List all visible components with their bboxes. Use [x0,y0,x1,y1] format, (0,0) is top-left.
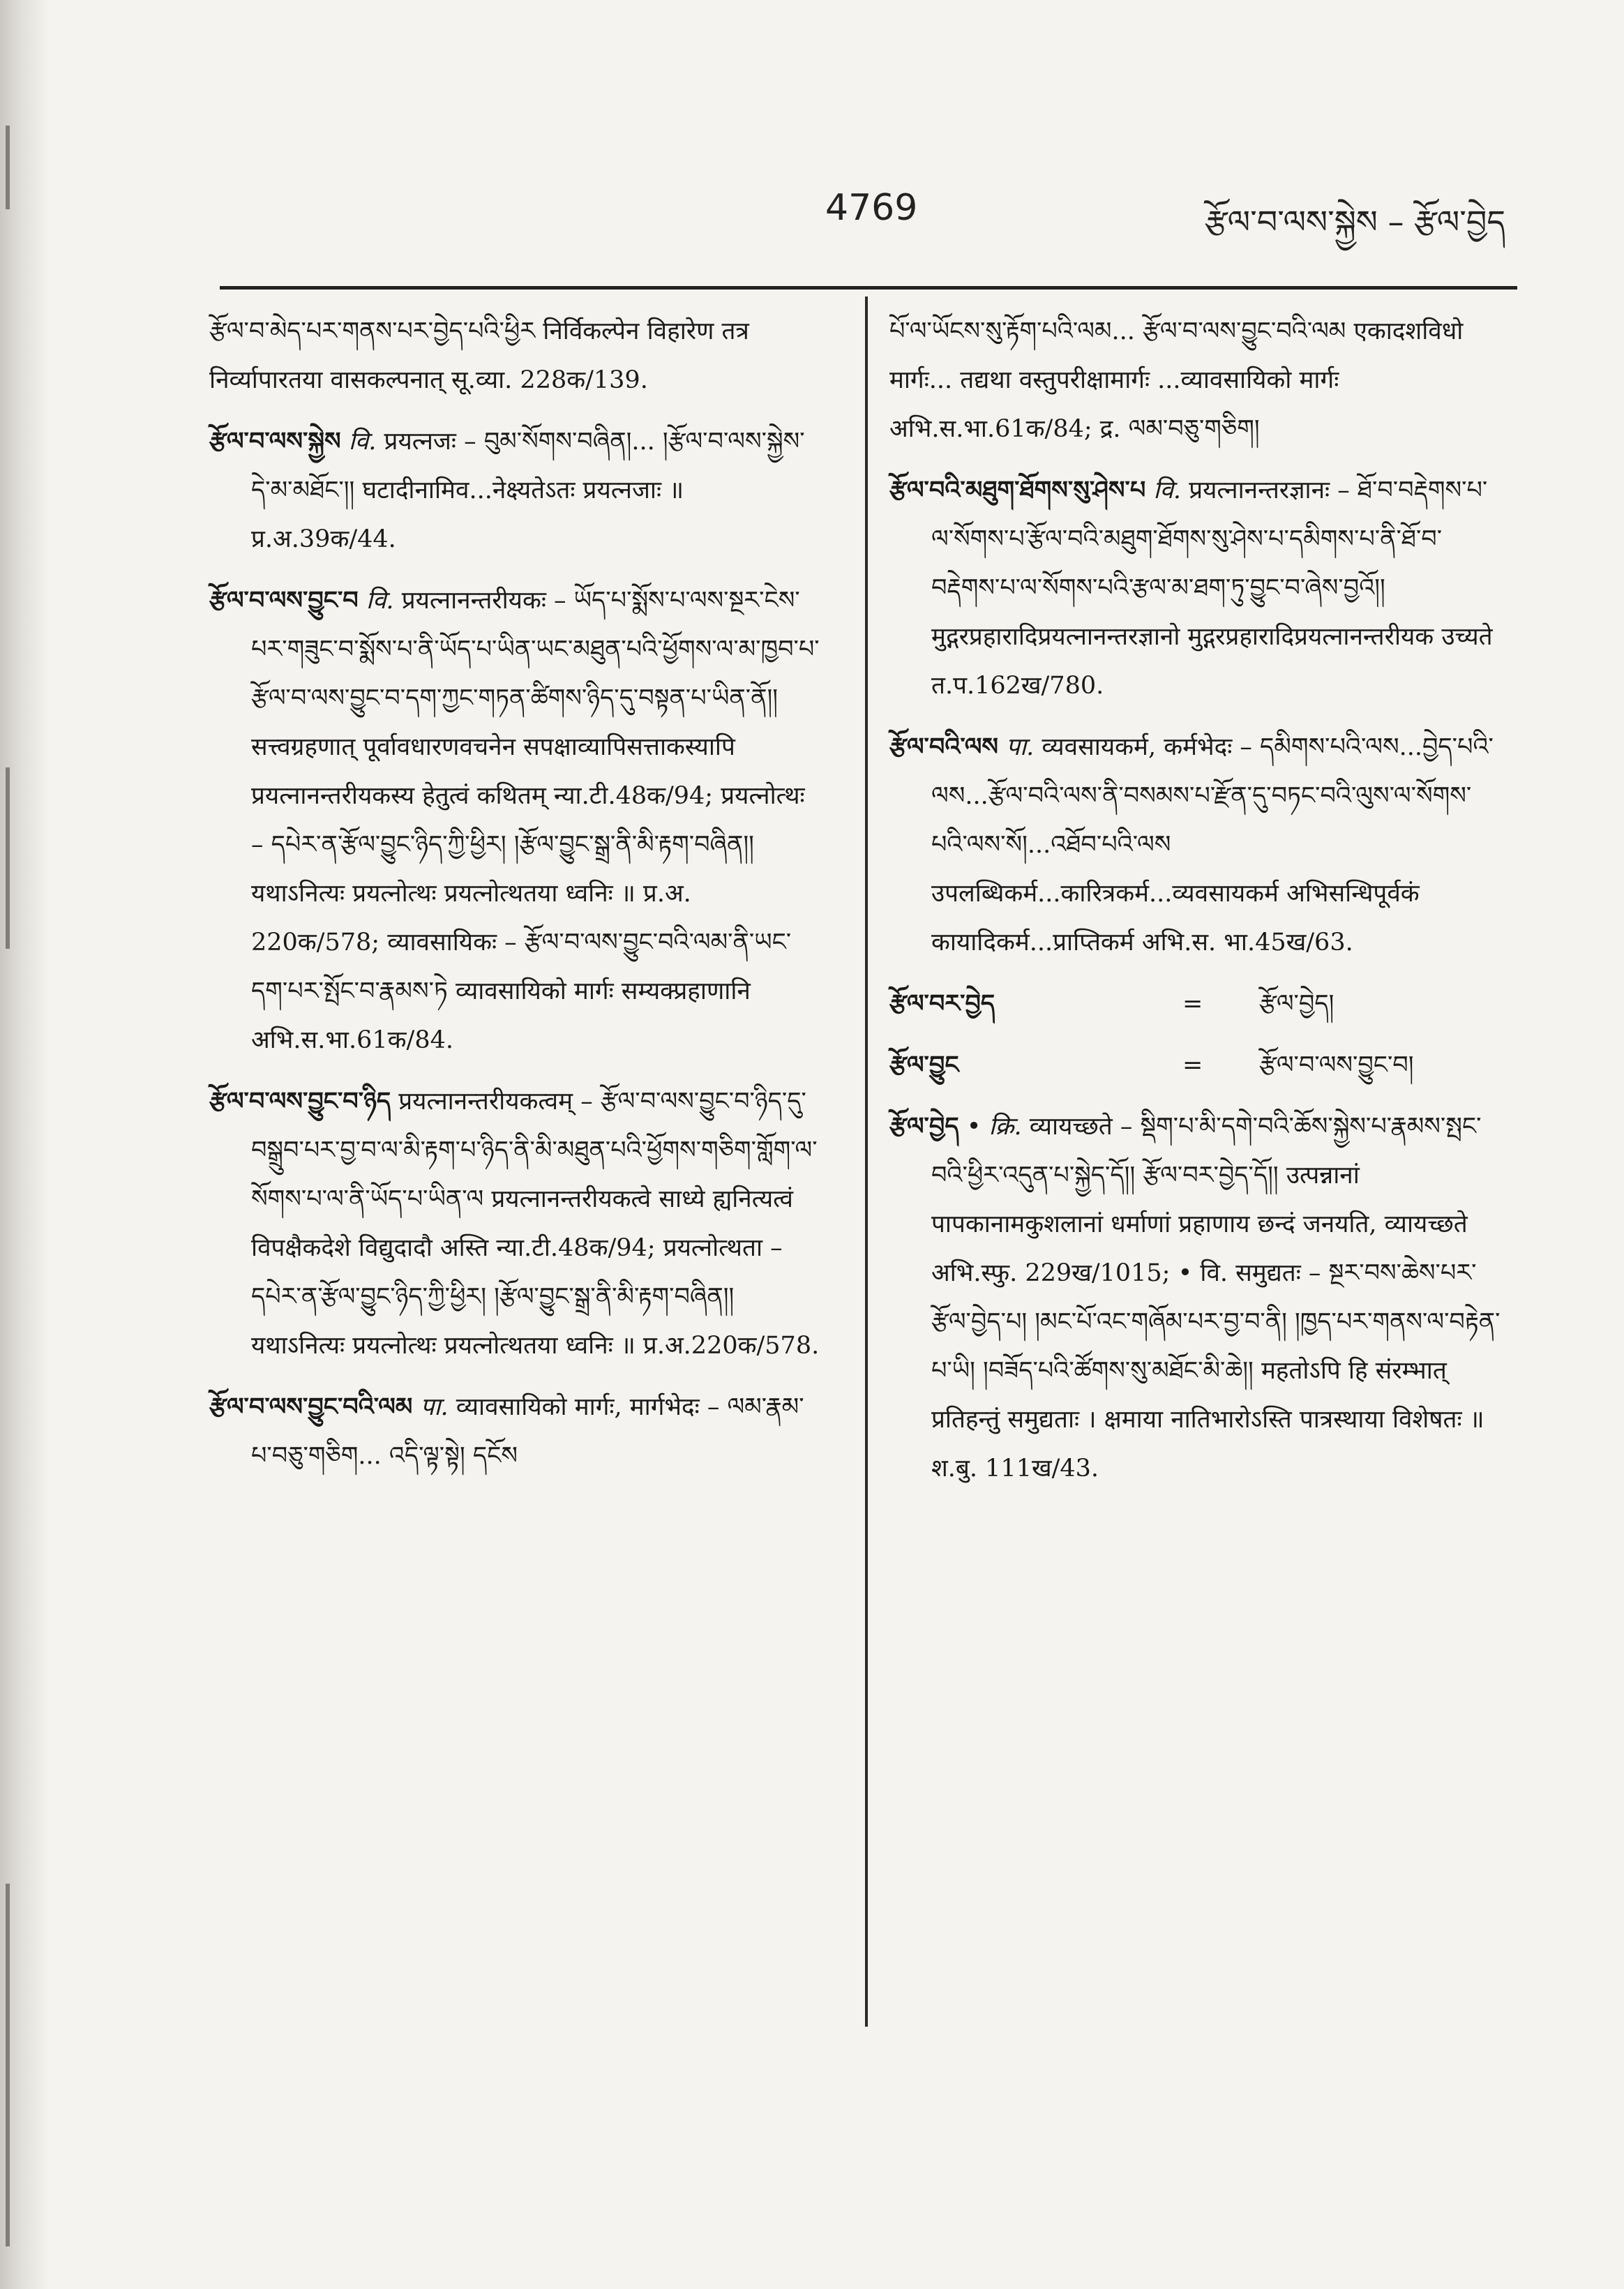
entry-text: व्यायच्छते – སྡིག་པ་མི་དགེ་བའི་ཆོས་སྐྱེས་པ་རྣམས་སྤང་བའི་ཕྱིར་འདུན་པ་སྐྱེད་དོ།། རྩོལ་བར་བྱེད་དོ།། उत्पन्नानां पापकानामकुशलानां धर्माणां प्रहाणाय छन्दं जनयति, व्यायच्छते अभि.स्फु. 229ख/1015; • वि. समुद्यतः – སྔར་བས་ཆེས་པར་རྩོལ་བྱེད་པ། །མང་པོ་འང་གཞོམ་པར་བྱ་བ་ནི། །ཁྱད་པར་གནས་ལ་བརྟེན་པ་ཡི། །བཟོད་པའི་ཚོགས་སུ་མཐོང་མི་ཆེ།། महतोऽपि हि संरम्भात् प्रतिहन्तुं समुद्यताः । क्षमाया नातिभारोऽस्ति पात्रस्थाया विशेषतः ॥ श.बु. 111ख/43. [931,1113,1501,1483]
xref-headword: རྩོལ་བྱུང [889,1051,959,1079]
entry-headword: རྩོལ་བའི་མཐུག་ཐོགས་སུ་ཤེས་པ [889,476,1146,504]
xref-target: རྩོལ་བྱེད། [1259,990,1334,1018]
running-head: རྩོལ་བ་ལས་སྐྱེས – རྩོལ་བྱེད [1204,203,1505,241]
dictionary-entry [209,1383,823,1480]
entry-text: प्रयत्नानन्तरीयकः – ཡོད་པ་སྨོས་པ་ལས་སྔར་ངེས་པར་གཟུང་བ་སྨོས་པ་ནི་ཡོད་པ་ཡིན་ཡང་མཐུན་པའི་ཕྱོགས་ལ་མ་ཁྱབ་པ་རྩོལ་བ་ལས་བྱུང་བ་དག་ཀྱང་གཏན་ཚིགས་ཉིད་དུ་བསྟན་པ་ཡིན་ནོ།། सत्त्वग्रहणात् पूर्वावधारणवचनेन सपक्षाव्यापिसत्ताकस्यापि प्रयत्नानन्तरीयकस्य हेतुत्वं कथितम् न्या.टी.48क/94; प्रयत्नोत्थः – དཔེར་ན་རྩོལ་བྱུང་ཉིད་ཀྱི་ཕྱིར། །རྩོལ་བྱུང་སྒྲ་ནི་མི་རྟག་བཞིན།། यथाऽनित्यः प्रयत्नोत्थः प्रयत्नोत्थतया ध्वनिः ॥ प्र.अ. 220क/578; व्यावसायिकः – རྩོལ་བ་ལས་བྱུང་བའི་ལམ་ནི་ཡང་དག་པར་སྤོང་བ་རྣམས་ཏེ व्यावसायिको मार्गः सम्यक्प्रहाणानि अभि.स.भा.61क/84. [251,587,820,1054]
xref-target: རྩོལ་བ་ལས་བྱུང་བ། [1259,1051,1414,1079]
part-of-speech: पा. [1006,733,1035,761]
part-of-speech: वि. [348,428,377,456]
dictionary-entry [889,1102,1503,1493]
left-column [209,307,823,1493]
dictionary-entry [209,307,823,405]
part-of-speech: पा. [420,1393,449,1421]
entry-headword: རྩོལ་བ་ལས་བྱུང་བ [209,587,359,615]
dictionary-entry [889,723,1503,967]
equals-sign: = [1182,990,1203,1018]
entry-text: प्रयत्नानन्तरज्ञानः – ཐོ་བ་བརྡེགས་པ་ལ་སོགས་པ་རྩོལ་བའི་མཐུག་ཐོགས་སུ་ཤེས་པ་དམིགས་པ་ནི་ཐོ་བ་བརྡེགས་པ་ལ་སོགས་པའི་རྩལ་མ་ཐག་ཏུ་བྱུང་བ་ཞེས་བྱའོ།། मुद्गरप्रहारादिप्रयत्नानन्तरज्ञानो मुद्गरप्रहारादिप्रयत्नानन्तरीयक उच्यते त.प.162ख/780. [931,476,1493,700]
right-column [889,307,1503,1506]
equals-sign: = [1182,1051,1203,1079]
entry-headword: རྩོལ་བ་ལས་སྐྱེས [209,428,341,456]
part-of-speech: वि. [366,587,394,615]
part-of-speech: • क्रि. [966,1113,1022,1141]
header-rule [220,286,1517,290]
entry-headword: རྩོལ་བྱེད [889,1113,959,1141]
entry-headword: རྩོལ་བ་ལས་བྱུང་བའི་ལམ [209,1393,413,1421]
entry-text: व्यवसायकर्म, कर्मभेदः – དམིགས་པའི་ལས...བྱེད་པའི་ལས...རྩོལ་བའི་ལས་ནི་བསམས་པ་རྫོན་དུ་བཏང་བའི་ལུས་ལ་སོགས་པའི་ལས་སོ།...འཐོབ་པའི་ལས उपलब्धिकर्म...कारित्रकर्म...व्यवसायकर्म अभिसन्धिपूर्वकं कायादिकर्म...प्राप्तिकर्म अभि.स. भा.45ख/63. [931,733,1494,956]
dictionary-entry [889,466,1503,710]
column-divider [865,297,868,2027]
xref-headword: རྩོལ་བར་བྱེད [889,990,995,1018]
entry-text: प्रयत्नानन्तरीयकत्वम् – རྩོལ་བ་ལས་བྱུང་བ་ཉིད་དུ་བསྒྲུབ་པར་བྱ་བ་ལ་མི་རྟག་པ་ཉིད་ནི་མི་མཐུན་པའི་ཕྱོགས་གཅིག་གློག་ལ་སོགས་པ་ལ་ནི་ཡོད་པ་ཡིན་ལ प्रयत्नानन्तरीयकत्वे साध्ये ह्यनित्यत्वं विपक्षैकदेशे विद्युदादौ अस्ति न्या.टी.48क/94; प्रयत्नोत्थता – དཔེར་ན་རྩོལ་བྱུང་ཉིད་ཀྱི་ཕྱིར། །རྩོལ་བྱུང་སྒྲ་ནི་མི་རྟག་བཞིན།། यथाऽनित्यः प्रयत्नोत्थः प्रयत्नोत्थतया ध्वनिः ॥ प्र.अ.220क/578. [251,1088,820,1360]
dictionary-entry [209,1077,823,1370]
entry-text: प्रयत्नजः – བུམ་སོགས་བཞིན།... །རྩོལ་བ་ལས་སྐྱེས་དེ་མ་མཐོང་།། घटादीनामिव...नेक्ष्यतेऽतः प्रयत्नजाः ॥ प्र.अ.39क/44. [251,428,805,553]
dictionary-entry [889,307,1503,453]
entry-headword: རྩོལ་བ་ལས་བྱུང་བ་ཉིད [209,1088,391,1116]
dictionary-entry [209,417,823,564]
page-number: 4769 [825,187,918,229]
binding-mark [6,1884,10,2246]
binding-mark [6,767,10,949]
cross-reference [889,980,1503,1028]
dictionary-entry [209,576,823,1065]
cross-reference [889,1041,1503,1090]
entry-text: པོ་ལ་ཡོངས་སུ་རྟོག་པའི་ལམ... རྩོལ་བ་ལས་བྱུང་བའི་ལམ एकादशविधो मार्गः... तद्यथा वस्तुपरीक्षामार्गः ...व्यावसायिको मार्गः अभि.स.भा.61क/84; द्र. ལམ་བཅུ་གཅིག། [889,317,1464,443]
part-of-speech: वि. [1153,476,1182,504]
entry-text: རྩོལ་བ་མེད་པར་གནས་པར་བྱེད་པའི་ཕྱིར निर्विकल्पेन विहारेण तत्र निर्व्यापारतया वासकल्पनात् सू.व्या. 228क/139. [209,317,749,394]
binding-mark [6,126,10,209]
entry-headword: རྩོལ་བའི་ལས [889,733,999,761]
entry-text: व्यावसायिको मार्गः, मार्गभेदः – ལམ་རྣམ་པ་བཅུ་གཅིག... འདི་ལྟ་སྟེ། དངོས [251,1393,804,1470]
